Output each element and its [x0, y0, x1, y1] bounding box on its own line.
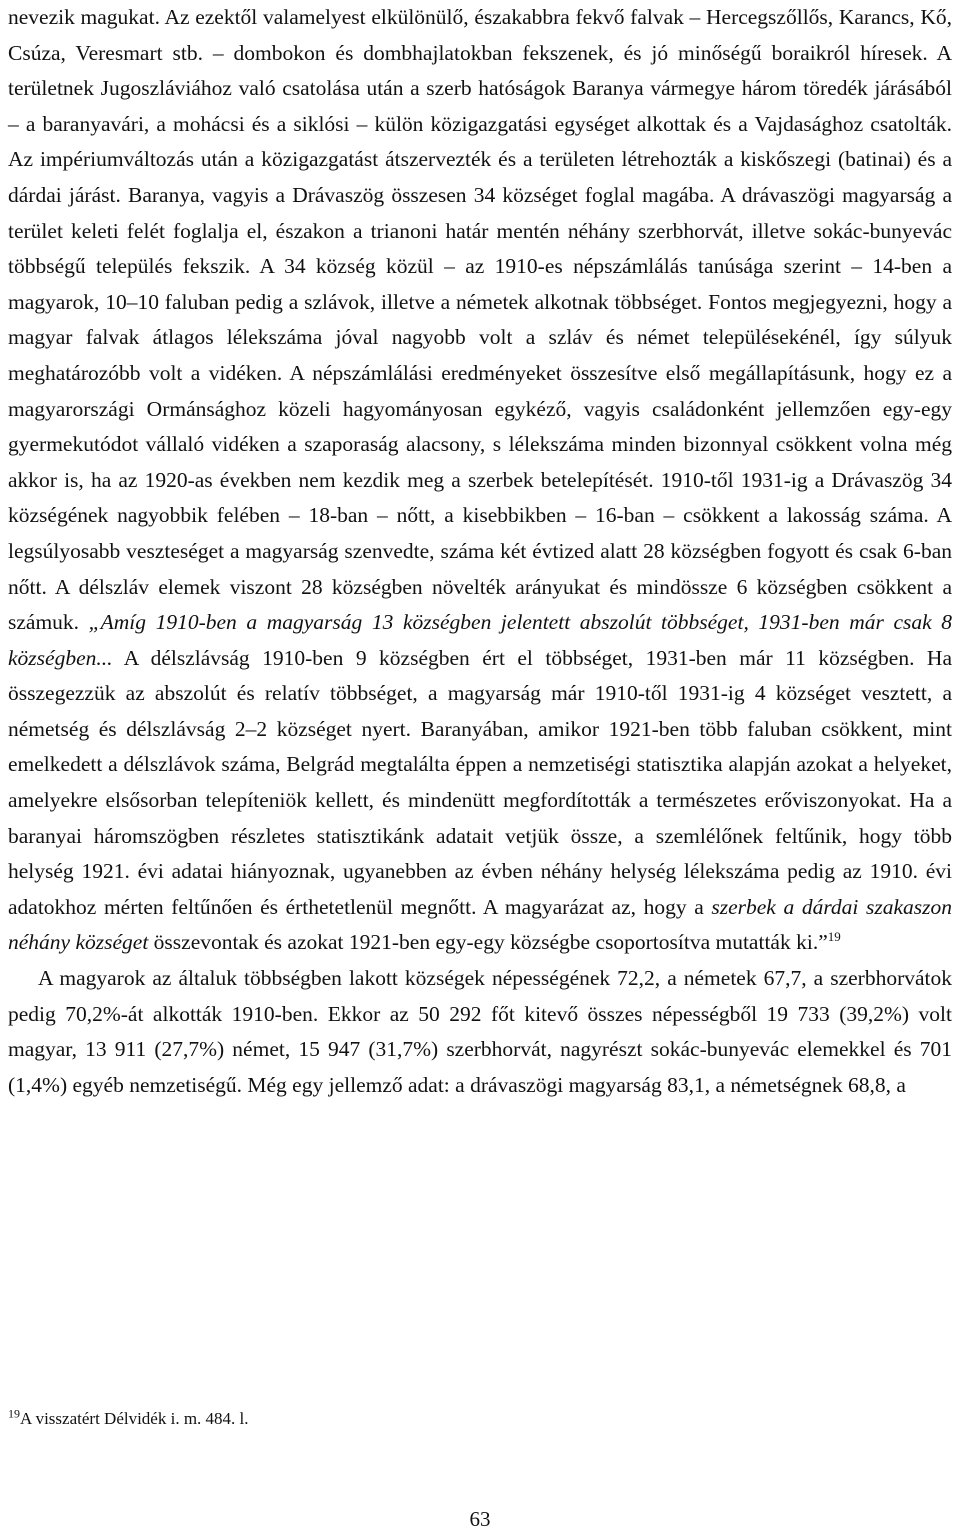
body-text — [8, 0, 952, 1103]
footnote-text: A visszatért Délvidék i. m. 484. l. — [20, 1409, 249, 1428]
quote-italic-2: szerbek a dárdai szakaszon néhány községet — [8, 894, 952, 955]
page-number: 63 — [469, 1507, 491, 1531]
paragraph-2: A magyarok az általuk többségben lakott községek népességének 72,2, a németek 67,7, a szerbhorvátok pedig 70,2%-át alkották 1910-ben. Ekkor az 50 292 főt kitevő összes népességből 19 733 (39,2%) volt magyar, 13 911 (27,7%) német, 15 947 (31,7%) szerbhorvát, nagyrészt sokác-bunyevác elemekkel és 701 (1,4%) egyéb nemzetiségű. Még egy jellemző adat: a drávaszögi magyarság 83,1, a németségnek 68,8, a — [8, 966, 952, 1097]
page — [8, 0, 952, 1103]
footnote-reference[interactable]: 19 — [827, 929, 841, 945]
paragraph-1-text-a: nevezik magukat. Az ezektől valamelyest elkülönülő, északabbra fekvő falvak – Hercegszőllős, Karancs, Kő, Csúza, Veresmart stb. – dombokon és dombhajlatokban fekszenek, és jó minőségű boraikról híresek. A területnek Jugoszláviához való csatolása után a szerb hatóságok Baranya vármegye három töredék járásából – a baranyavári, a mohácsi és a siklósi – külön közigazgatási egységet alkottak és a Vajdasághoz csatolták. Az impériumváltozás után a közigazgatást átszervezték és a területen létrehozták a kiskőszegi (batinai) és a dárdai járást. Baranya, vagyis a Drávaszög összesen 34 községet foglal magába. A drávaszögi magyarság a terület keleti felét foglalja el, északon a trianoni határ mentén néhány szerbhorvát, illetve sokác-bunyevác többségű település fekszik. A 34 község közül – az 1910-es népszámlálás tanúsága szerint – 14-ben a magyarok, 10–10 faluban pedig a szlávok, illetve a németek alkotnak többséget. Fontos megjegyezni, hogy a magyar falvak átlagos lélekszáma jóval nagyobb volt a szláv és német településekénél, így súlyuk meghatározóbb volt a vidéken. A népszámlálási eredményeket összesítve első megállapításunk, hogy ez a magyarországi Ormánsághoz közeli hagyományosan egykéző, vagyis családonként jellemzően egy-egy gyermekutódot vállaló vidéken a szaporaság alacsony, s lélekszáma minden bizonnyal csökkent volna még akkor is, ha az 1920-as években nem kezdik meg a szerbek betelepítését. 1910-től 1931-ig a Drávaszög 34 községének nagyobbik felében – 18-ban – nőtt, a kisebbikben – 16-ban – csökkent a lakosság száma. A legsúlyosabb veszteséget a magyarság szenvedte, száma két évtized alatt 28 községben fogyott és csak 6-ban nőtt. A délszláv elemek viszont 28 községben növelték arányukat és mindössze 6 községben csökkent a számuk. — [8, 5, 952, 635]
quote-italic-1: „Amíg 1910-ben a magyarság 13 községben jelentett abszolút többséget, 1931-ben már csak 8 községben... — [8, 610, 952, 670]
footnote-number: 19 — [8, 1406, 20, 1421]
paragraph-1-text-b: A délszlávság 1910-ben 9 községben ért el többséget, 1931-ben már 11 községben. Ha összegezzük az abszolút és relatív többséget, a magyarság már 1910-től 1931-ig 4 községet vesztett, a németség és délszlávság 2–2 községet nyert. Baranyában, amikor 1921-ben több faluban csökkent, mint emelkedett a délszlávok száma, Belgrád megtalálta éppen a nemzetiségi statisztika alapján azokat a helyeket, amelyekre elsősorban telepíteniök kellett, és mindenütt megfordították a természetes erőviszonyokat. Ha a baranyai háromszögben részletes statisztikánk adatait vetjük össze, a szemlélőnek feltűnik, hogy több helység 1921. évi adatai hiányoznak, ugyanebben az évben néhány helység lélekszáma pedig az 1910. évi adatokhoz mérten feltűnően és érthetetlenül megnőtt. A magyarázat az, hogy a — [8, 645, 952, 919]
paragraph-1 — [8, 0, 952, 961]
footnote — [8, 1408, 249, 1430]
paragraph-1-text-c: összevontak és azokat 1921-ben egy-egy községbe csoportosítva mutatták ki.” — [148, 930, 828, 955]
